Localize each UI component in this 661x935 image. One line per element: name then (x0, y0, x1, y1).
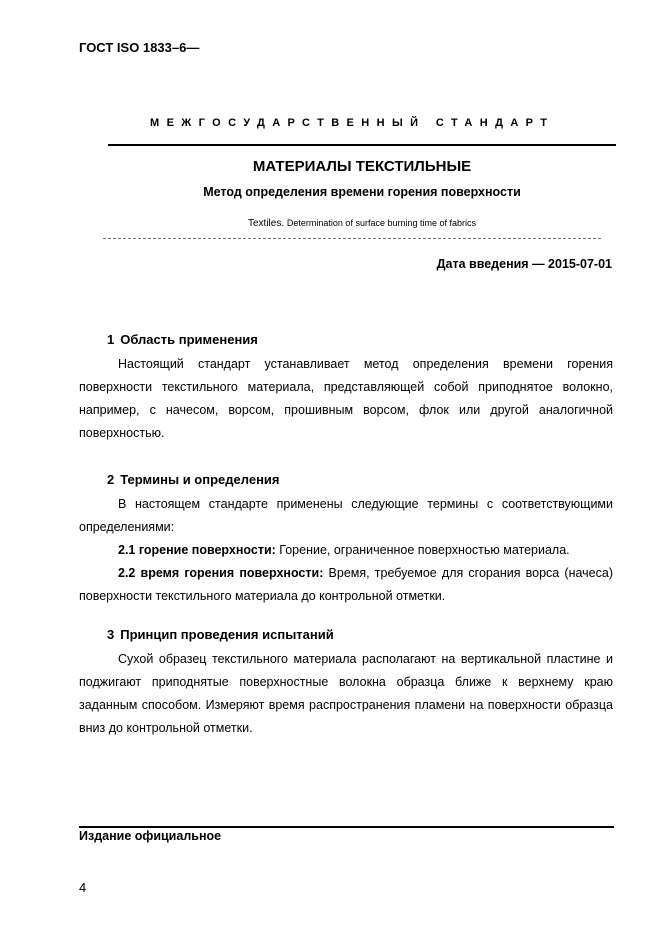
interstate-standard-label: МЕЖГОСУДАРСТВЕННЫЙ СТАНДАРТ (150, 117, 555, 129)
section-1-paragraph: Настоящий стандарт устанавливает метод определения времени горения поверхности текстильного материала, представляющей собой приподнятое волокно, например, с начесом, ворсом, прошивным ворсом, флок или другой аналогичной поверхностью. (79, 357, 613, 440)
english-title (108, 218, 616, 229)
page-number: 4 (79, 880, 87, 895)
english-title-lead: Textiles. (248, 218, 285, 229)
header-divider (108, 144, 616, 146)
title-dashed-divider (103, 238, 601, 239)
section-number: 2 (107, 472, 115, 487)
term-2-1-name: 2.1 горение поверхности: (118, 543, 276, 557)
section-number: 3 (107, 627, 115, 642)
term-2-1 (79, 539, 613, 562)
official-edition-label: Издание официальное (79, 829, 222, 843)
introduction-date: Дата введения — 2015-07-01 (436, 257, 612, 271)
section-title: Область применения (120, 332, 258, 347)
section-1-heading (107, 332, 258, 347)
footer-divider (79, 826, 614, 828)
term-2-2-definition: Время, требуемое для сгорания ворса (начеса) поверхности текстильного материала до контрольной отметки. (79, 566, 613, 603)
document-code: ГОСТ ISO 1833–6— (79, 40, 200, 55)
english-title-rest: Determination of surface burning time of fabrics (286, 218, 476, 228)
standard-subtitle: Метод определения времени горения поверхности (203, 185, 521, 199)
term-2-1-definition: Горение, ограниченное поверхностью материала. (279, 543, 570, 557)
section-number: 1 (107, 332, 115, 347)
term-2-2-name: 2.2 время горения поверхности: (118, 566, 324, 580)
section-2-paragraph: В настоящем стандарте применены следующие термины с соответствующими определениями: (79, 497, 613, 534)
section-2-heading (107, 472, 280, 487)
section-3-heading (107, 627, 334, 642)
term-2-2 (79, 562, 613, 608)
standard-title: МАТЕРИАЛЫ ТЕКСТИЛЬНЫЕ (252, 158, 472, 175)
section-title: Принцип проведения испытаний (120, 627, 334, 642)
section-3-paragraph: Сухой образец текстильного материала располагают на вертикальной пластине и поджигают приподнятые поверхностные волокна образца ближе к верхнему краю заданным способом. Измеряют время распространения пламени на поверхности образца вниз до контрольной отметки. (79, 652, 613, 735)
section-title: Термины и определения (120, 472, 280, 487)
